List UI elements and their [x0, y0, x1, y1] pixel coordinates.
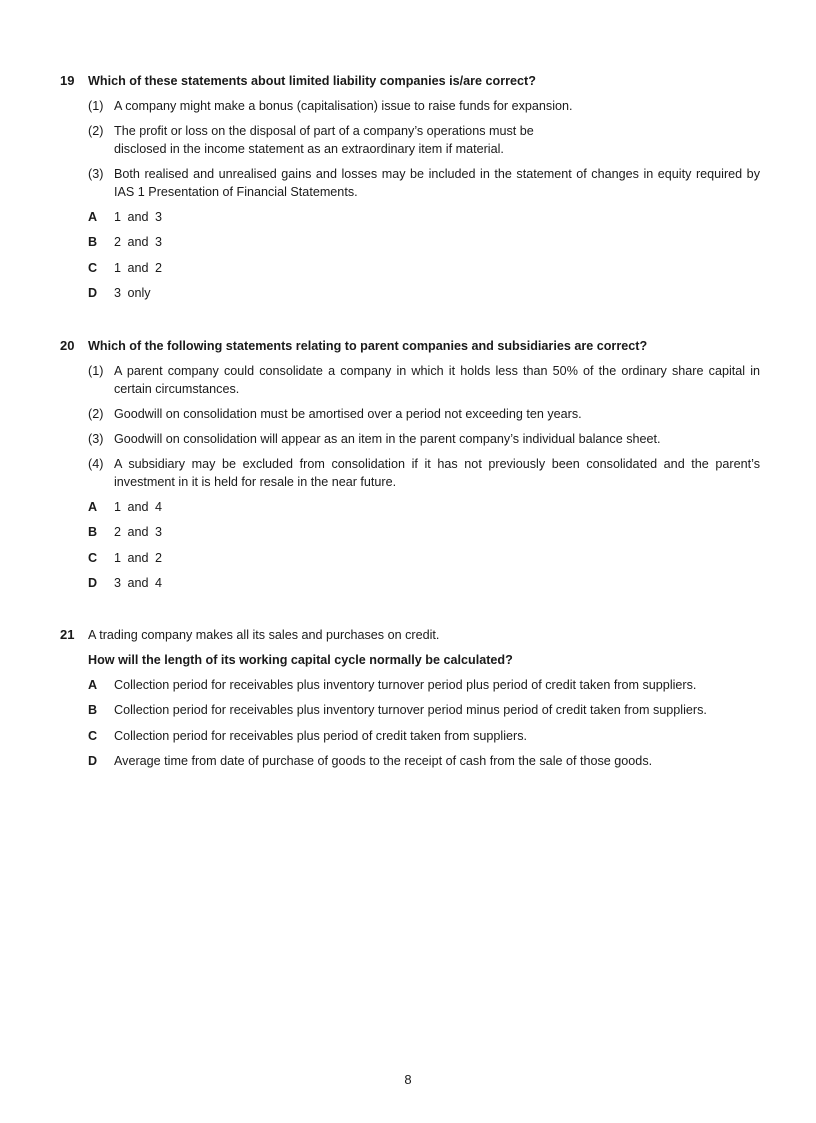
option-d[interactable] [88, 284, 760, 302]
option-text: Collection period for receivables plus period of credit taken from suppliers. [114, 728, 527, 743]
statement [88, 97, 760, 115]
question-intro: A trading company makes all its sales and purchases on credit. [88, 628, 440, 642]
option-text: 3 only [114, 286, 151, 301]
statement-text: The profit or loss on the disposal of part of a company’s operations must be disclosed in the income statement as an extraordinary item if material. [114, 124, 534, 156]
option-letter: D [88, 754, 98, 769]
question-header [60, 337, 760, 355]
statement [88, 122, 760, 158]
statement-text: A parent company could consolidate a company in which it holds less than 50% of the ordinary share capital in certain circumstances. [114, 364, 760, 396]
statement [88, 455, 760, 491]
option-letter: D [88, 576, 98, 591]
question-header [60, 72, 760, 90]
statement-text: A company might make a bonus (capitalisation) issue to raise funds for expansion. [114, 99, 573, 113]
question-stem: Which of these statements about limited liability companies is/are correct? [88, 74, 536, 88]
option-letter: A [88, 678, 98, 692]
option-text: 2 and 3 [114, 525, 163, 540]
option-letter: C [88, 260, 98, 275]
question-stem: Which of the following statements relating to parent companies and subsidiaries are correct? [88, 339, 648, 353]
option-text: Average time from date of purchase of goods to the receipt of cash from the sale of those goods. [114, 754, 653, 769]
option-letter: C [88, 550, 98, 565]
statement-number: (4) [88, 457, 104, 471]
option-text: 3 and 4 [114, 576, 163, 591]
option-b[interactable] [88, 523, 760, 541]
option-letter: B [88, 703, 98, 718]
question-21 [60, 626, 760, 778]
option-c[interactable] [88, 727, 760, 745]
option-b[interactable] [88, 233, 760, 251]
statement [88, 362, 760, 398]
statement-number: (3) [88, 167, 104, 181]
statement-text: A subsidiary may be excluded from consolidation if it has not previously been consolidated and the parent’s investment in it is held for resale in the near future. [114, 457, 760, 489]
question-20 [60, 337, 760, 600]
option-letter: B [88, 235, 98, 250]
question-number: 21 [60, 627, 75, 642]
option-c[interactable] [88, 549, 760, 567]
option-text: Collection period for receivables plus inventory turnover period plus period of credit taken from suppliers. [114, 678, 697, 692]
option-a[interactable] [88, 498, 760, 516]
option-b[interactable] [88, 701, 760, 719]
question-header [60, 626, 760, 644]
option-letter: C [88, 728, 98, 743]
option-letter: D [88, 286, 98, 301]
statement-number: (1) [88, 99, 104, 113]
statement-text: Goodwill on consolidation will appear as an item in the parent company’s individual balance sheet. [114, 432, 661, 446]
option-letter: A [88, 500, 98, 514]
option-text: 2 and 3 [114, 235, 163, 250]
statement [88, 405, 760, 423]
option-text: 1 and 2 [114, 550, 163, 565]
option-text: 1 and 3 [114, 210, 163, 224]
question-number: 20 [60, 338, 75, 353]
question-number: 19 [60, 73, 75, 88]
statement-number: (1) [88, 364, 104, 378]
option-text: Collection period for receivables plus inventory turnover period minus period of credit taken from suppliers. [114, 703, 707, 718]
statement-number: (3) [88, 432, 104, 446]
statement-text: Goodwill on consolidation must be amortised over a period not exceeding ten years. [114, 407, 582, 421]
option-text: 1 and 2 [114, 260, 163, 275]
option-text: 1 and 4 [114, 500, 163, 514]
option-d[interactable] [88, 574, 760, 592]
page-number: 8 [404, 1072, 412, 1087]
statement [88, 430, 760, 448]
option-c[interactable] [88, 259, 760, 277]
option-a[interactable] [88, 208, 760, 226]
statement [88, 165, 760, 201]
statement-number: (2) [88, 124, 104, 138]
option-a[interactable] [88, 676, 760, 694]
statement-number: (2) [88, 407, 104, 421]
option-letter: B [88, 525, 98, 540]
statement-text: Both realised and unrealised gains and losses may be included in the statement of changes in equity required by IAS 1 Presentation of Financial Statements. [114, 167, 760, 199]
question-19 [60, 72, 760, 310]
question-stem: How will the length of its working capital cycle normally be calculated? [88, 653, 513, 667]
option-d[interactable] [88, 752, 760, 770]
option-letter: A [88, 210, 98, 224]
